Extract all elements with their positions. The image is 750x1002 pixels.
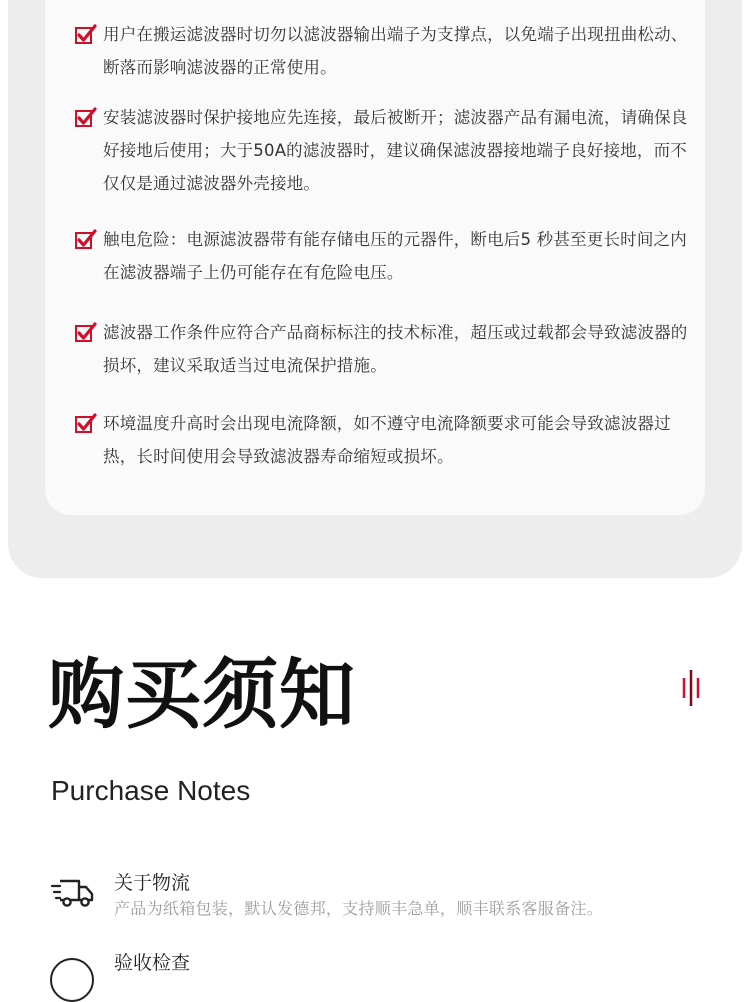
check-icon [75, 322, 97, 344]
logistics-title: 关于物流 [114, 872, 191, 894]
title-ornament-icon [680, 668, 702, 708]
note-text: 触电危险：电源滤波器带有能存储电压的元器件，断电后5 秒甚至更长时间之内在滤波器端子上仍可能存在有危险电压。 [103, 230, 687, 282]
logistics-description: 产品为纸箱包装，默认发德邦，支持顺丰急单，顺丰联系客服备注。 [114, 899, 604, 918]
purchase-notes-subtitle: Purchase Notes [51, 775, 251, 806]
note-text: 环境温度升高时会出现电流降额，如不遵守电流降额要求可能会导致滤波器过热，长时间使用会导致滤波器寿命缩短或损坏。 [103, 414, 671, 466]
circle-icon [50, 958, 94, 1002]
note-text: 滤波器工作条件应符合产品商标标注的技术标准，超压或过载都会导致滤波器的损坏，建议采取适当过电流保护措施。 [103, 323, 688, 375]
note-text: 安装滤波器时保护接地应先连接，最后被断开；滤波器产品有漏电流，请确保良好接地后使用；大于50A的滤波器时，建议确保滤波器接地端子良好接地，而不仅仅是通过滤波器外壳接地。 [103, 108, 688, 193]
check-icon [75, 107, 97, 129]
note-text: 用户在搬运滤波器时切勿以滤波器输出端子为支撑点，以免端子出现扭曲松动、断落而影响滤波器的正常使用。 [103, 25, 688, 77]
check-icon [75, 24, 97, 46]
delivery-truck-icon [50, 878, 94, 908]
purchase-notes-title: 购买须知 [48, 650, 356, 739]
check-icon [75, 229, 97, 251]
check-icon [75, 413, 97, 435]
inspection-title: 验收检查 [114, 952, 191, 974]
